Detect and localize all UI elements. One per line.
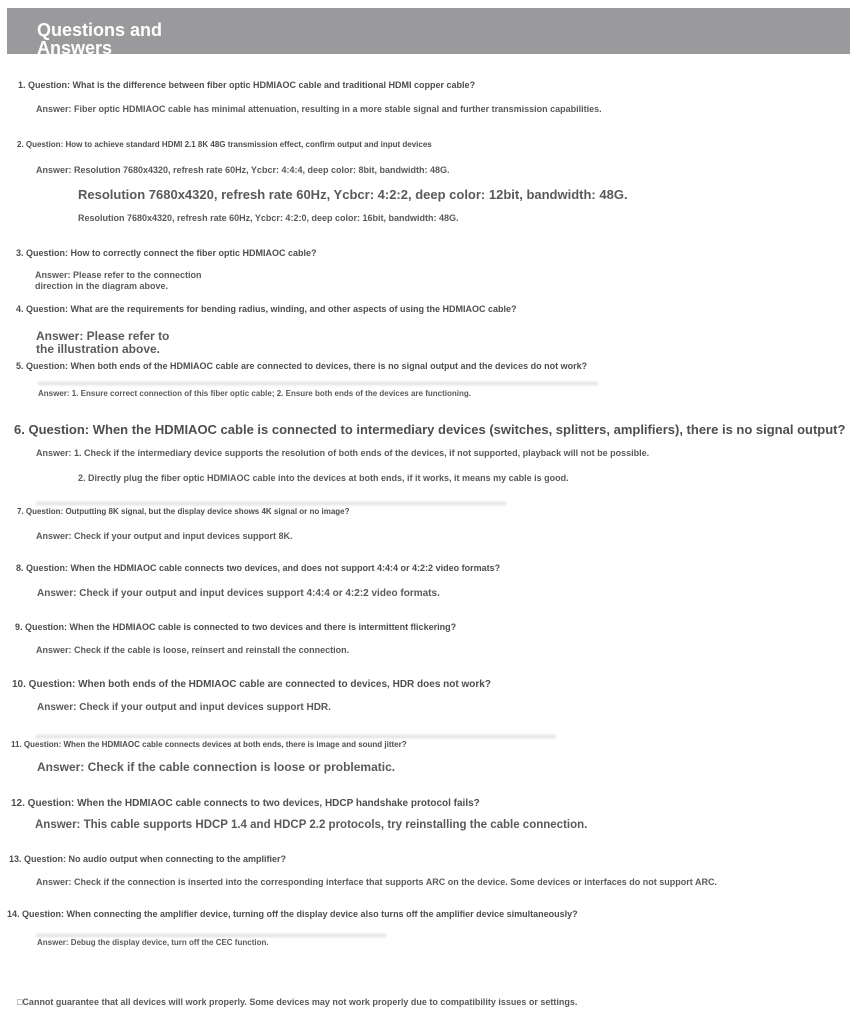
answer-11: Answer: Check if the cable connection is loose or problematic. [37,760,396,774]
blurred-line [36,735,556,738]
blurred-line [38,382,598,385]
page-title: Questions and Answers [37,20,163,58]
question-14: 14. Question: When connecting the amplifier device, turning off the display device also turns off the amplifier device simultaneously? [7,909,578,919]
answer-1: Answer: Fiber optic HDMIAOC cable has minimal attenuation, resulting in a more stable signal and further transmission capabilities. [36,104,602,114]
question-11: 11. Question: When the HDMIAOC cable connects devices at both ends, there is image and sound jitter? [11,740,407,749]
question-13: 13. Question: No audio output when connecting to the amplifier? [9,854,287,864]
blurred-line [36,502,506,505]
question-5: 5. Question: When both ends of the HDMIAOC cable are connected to devices, there is no signal output and the devices do not work? [16,361,588,371]
question-4: 4. Question: What are the requirements for bending radius, winding, and other aspects of using the HDMIAOC cable? [16,304,517,314]
answer-12: Answer: This cable supports HDCP 1.4 and HDCP 2.2 protocols, try reinstalling the cable connection. [35,819,588,831]
answer-13: Answer: Check if the connection is inserted into the corresponding interface that supports ARC on the device. Some devices or interfaces do not support ARC. [36,877,717,887]
answer-6-line-1: Answer: 1. Check if the intermediary device supports the resolution of both ends of the devices, if not supported, playback will not be possible. [36,448,650,458]
answer-2-line-3: Resolution 7680x4320, refresh rate 60Hz, Ycbcr: 4:2:0, deep color: 16bit, bandwidth: 48G. [78,213,459,223]
question-2: 2. Question: How to achieve standard HDMI 2.1 8K 48G transmission effect, confirm output and input devices [17,140,432,149]
question-7: 7. Question: Outputting 8K signal, but the display device shows 4K signal or no image? [17,507,350,516]
answer-2-line-1: Answer: Resolution 7680x4320, refresh rate 60Hz, Ycbcr: 4:4:4, deep color: 8bit, bandwidth: 48G. [36,165,450,175]
answer-2-line-2: Resolution 7680x4320, refresh rate 60Hz, Ycbcr: 4:2:2, deep color: 12bit, bandwidth: 48G. [78,187,628,202]
answer-5: Answer: 1. Ensure correct connection of this fiber optic cable; 2. Ensure both ends of the devices are functioning. [38,389,471,398]
question-1: 1. Question: What is the difference between fiber optic HDMIAOC cable and traditional HDMI copper cable? [18,80,476,90]
question-12: 12. Question: When the HDMIAOC cable connects to two devices, HDCP handshake protocol fails? [11,798,480,809]
compatibility-note: □Cannot guarantee that all devices will work properly. Some devices may not work properly due to compatibility issues or settings. [17,997,578,1007]
answer-3: Answer: Please refer to the connection direction in the diagram above. [35,270,202,291]
question-8: 8. Question: When the HDMIAOC cable connects two devices, and does not support 4:4:4 or 4:2:2 video formats? [16,563,501,573]
question-9: 9. Question: When the HDMIAOC cable is connected to two devices and there is intermittent flickering? [15,622,457,632]
question-10: 10. Question: When both ends of the HDMIAOC cable are connected to devices, HDR does not work? [12,679,491,690]
answer-7: Answer: Check if your output and input devices support 8K. [36,531,293,541]
question-3: 3. Question: How to correctly connect the fiber optic HDMIAOC cable? [16,248,317,258]
blurred-line [36,934,386,937]
answer-4: Answer: Please refer to the illustration above. [36,329,170,356]
answer-6-line-2: 2. Directly plug the fiber optic HDMIAOC cable into the devices at both ends, if it works, it means my cable is good. [78,473,569,483]
answer-10: Answer: Check if your output and input devices support HDR. [37,702,331,713]
answer-14: Answer: Debug the display device, turn off the CEC function. [37,938,269,947]
answer-8: Answer: Check if your output and input devices support 4:4:4 or 4:2:2 video formats. [37,588,440,599]
header-banner [7,8,850,58]
question-6: 6. Question: When the HDMIAOC cable is connected to intermediary devices (switches, splitters, amplifiers), there is no signal output? [14,422,846,437]
answer-9: Answer: Check if the cable is loose, reinsert and reinstall the connection. [36,645,350,655]
